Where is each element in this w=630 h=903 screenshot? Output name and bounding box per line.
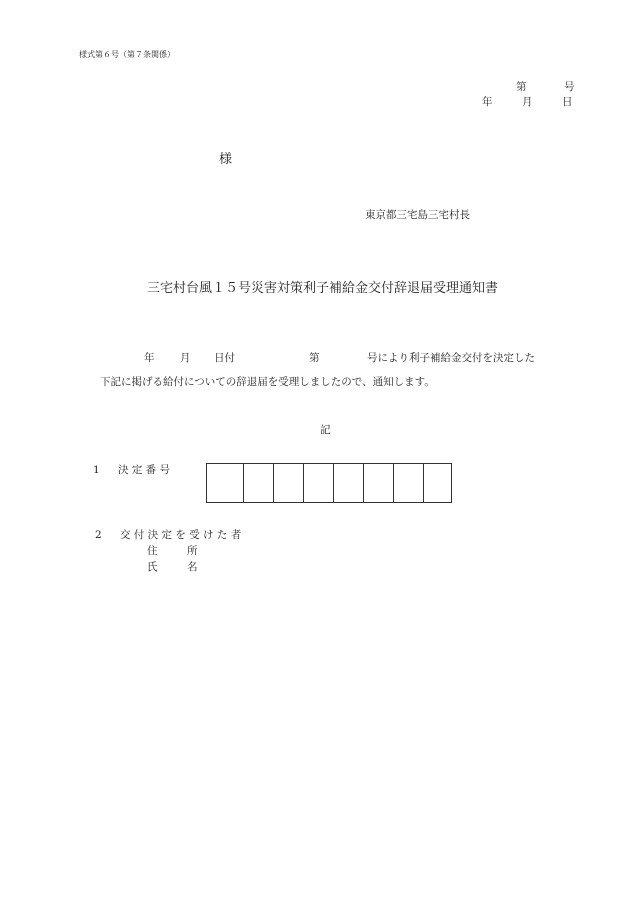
- doc-number-gou: 号: [564, 81, 575, 93]
- issuer-name: 東京都三宅島三宅村長: [365, 209, 470, 221]
- item1-label: 決 定 番 号: [118, 464, 171, 476]
- body-month: 月: [180, 352, 191, 364]
- ki-heading: 記: [320, 424, 331, 436]
- digit-box: [393, 464, 423, 502]
- name-label-2: 名: [187, 561, 198, 573]
- decision-number-boxes: [206, 463, 452, 503]
- body-dai: 第: [309, 352, 320, 364]
- digit-box: [273, 464, 303, 502]
- date-year: 年: [482, 96, 493, 108]
- item2-number: 2: [95, 529, 102, 541]
- addressee-suffix: 様: [219, 152, 233, 167]
- item2-label: 交 付 決 定 を 受 け た 者: [120, 529, 242, 541]
- body-year: 年: [144, 352, 155, 364]
- digit-box: [207, 464, 243, 502]
- digit-box: [303, 464, 333, 502]
- address-label-2: 所: [187, 545, 198, 557]
- digit-box: [243, 464, 273, 502]
- body-date-suffix: 日付: [214, 352, 235, 364]
- address-label-1: 住: [147, 545, 158, 557]
- digit-box: [363, 464, 393, 502]
- digit-box: [333, 464, 363, 502]
- digit-box: [423, 464, 453, 502]
- body-continuation: 号により利子補給金交付を決定した: [367, 352, 535, 364]
- name-label-1: 氏: [147, 561, 158, 573]
- item1-number: 1: [93, 464, 100, 476]
- document-title: 三宅村台風１５号災害対策利子補給金交付辞退届受理通知書: [147, 281, 499, 296]
- date-month: 月: [522, 96, 533, 108]
- date-day: 日: [562, 96, 573, 108]
- doc-number-dai: 第: [516, 81, 527, 93]
- body-line-2: 下記に掲げる給付についての辞退届を受理しましたので、通知します。: [100, 376, 435, 388]
- form-number-label: 様式第６号（第７条関係）: [79, 50, 175, 59]
